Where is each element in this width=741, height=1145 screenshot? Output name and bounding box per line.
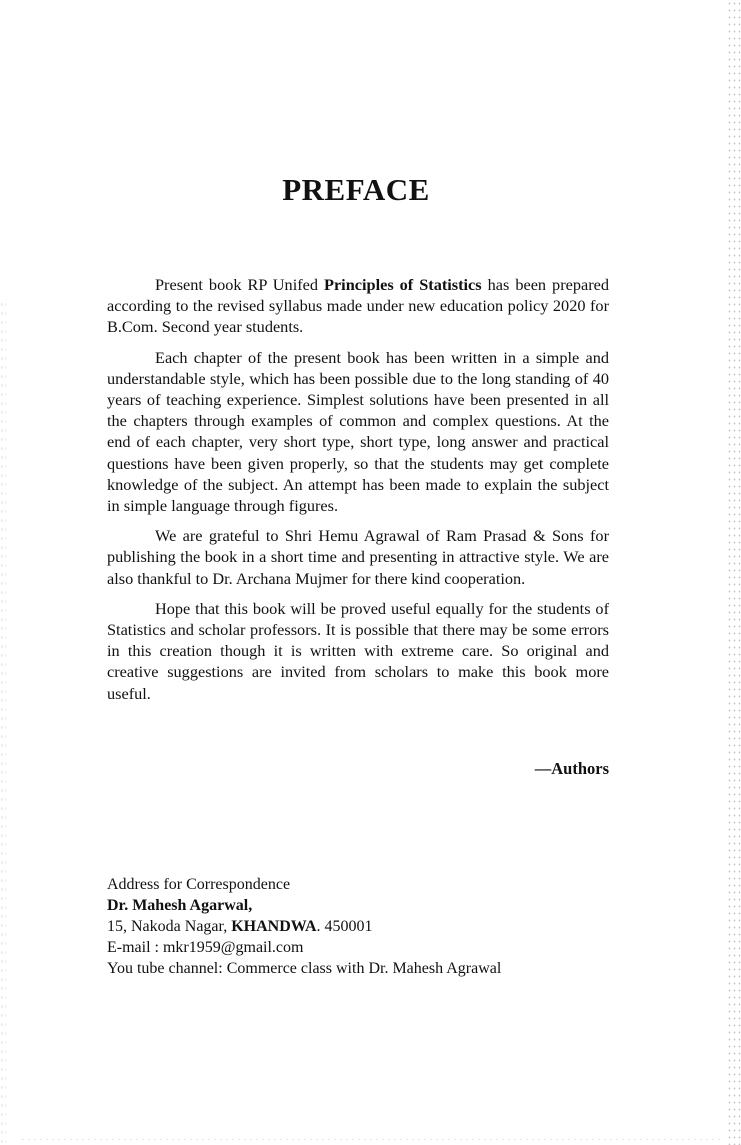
paragraph-1 — [107, 274, 609, 338]
address-street — [107, 916, 501, 937]
address-heading: Address for Correspondence — [107, 876, 291, 893]
scan-edge-noise-bottom — [20, 1138, 720, 1141]
address-name: Dr. Mahesh Agarwal, — [107, 897, 253, 914]
scan-edge-noise-left — [0, 300, 6, 1145]
paragraph-1-text-before: Present book RP Unifed — [155, 275, 325, 294]
authors-signoff: —Authors — [534, 759, 609, 778]
address-postcode: . 450001 — [316, 918, 373, 935]
scan-edge-noise-right — [727, 0, 741, 1145]
address-youtube: You tube channel: Commerce class with Dr. Mahesh Agrawal — [107, 960, 502, 977]
address-street-before: 15, Nakoda Nagar, — [107, 918, 232, 935]
paragraph-4: Hope that this book will be proved useful equally for the students of Statistics and scholar professors. It is possible that there may be some errors in this creation though it is written with extreme care. So original and creative suggestions are invited from scholars to make this book more useful. — [107, 598, 609, 703]
paragraph-2: Each chapter of the present book has been written in a simple and understandable style, which has been possible due to the long standing of 40 years of teaching experience. Simplest solutions have been presented in all the chapters through examples of common and complex questions. At the end of each chapter, very short type, short type, long answer and practical questions have been given properly, so that the students may get complete knowledge of the subject. An attempt has been made to explain the subject in simple language through figures. — [107, 347, 609, 516]
address-city-bold: KHANDWA — [231, 918, 317, 935]
preface-body — [107, 274, 609, 713]
page-title: PREFACE — [282, 172, 430, 207]
paragraph-3: We are grateful to Shri Hemu Agrawal of Ram Prasad & Sons for publishing the book in a short time and presenting in attractive style. We are also thankful to Dr. Archana Mujmer for there kind cooperation. — [107, 526, 609, 588]
correspondence-address — [107, 874, 501, 979]
paragraph-1-text-after: has been prepared according to the revised syllabus made under new education policy 2020 for B.Com. Second year students. — [107, 275, 610, 337]
book-title-bold: Principles of Statistics — [324, 275, 482, 294]
address-email: E-mail : mkr1959@gmail.com — [107, 939, 304, 956]
